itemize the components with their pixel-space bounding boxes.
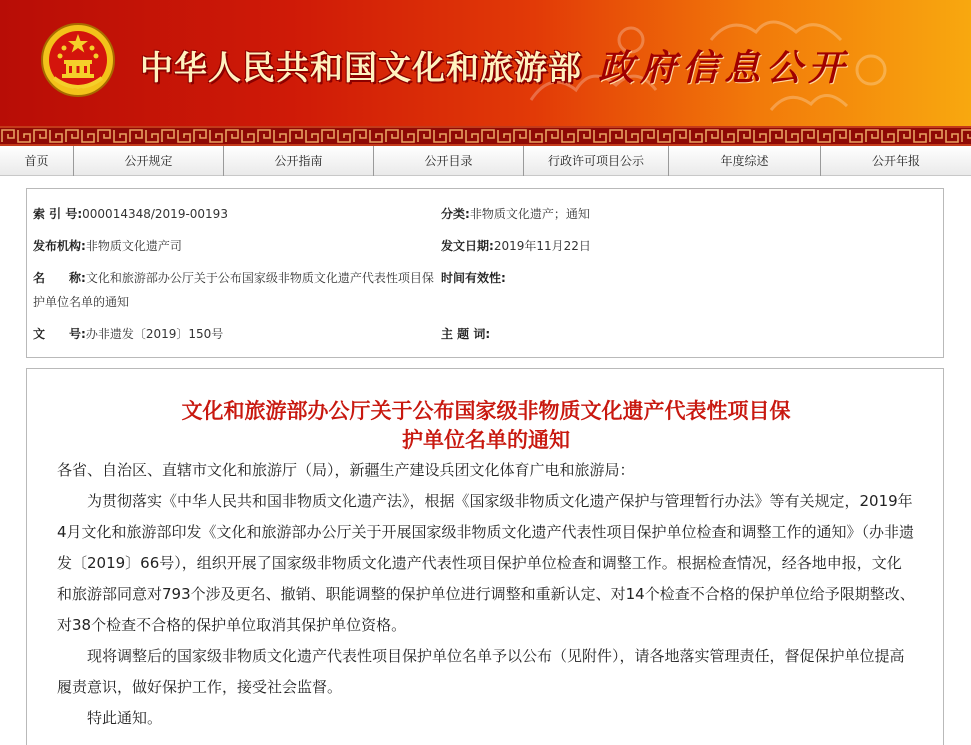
article-body <box>57 455 915 734</box>
article-paragraph: 现将调整后的国家级非物质文化遗产代表性项目保护单位名单予以公布（见附件），请各地落实管理责任，督促保护单位提高履责意识，做好保护工作，接受社会监督。 <box>57 647 905 696</box>
doc-name-label-char1: 名 <box>33 271 46 285</box>
subject-label: 主 题 词: <box>441 327 491 341</box>
issuer-row <box>33 234 182 258</box>
article-title-line1: 文化和旅游部办公厅关于公布国家级非物质文化遗产代表性项目保 <box>181 399 791 423</box>
subject-row <box>441 322 490 346</box>
article-panel <box>26 368 944 745</box>
issue-date-row <box>441 234 591 258</box>
fret-pattern-strip <box>0 126 971 146</box>
article-paragraph: 为贯彻落实《中华人民共和国非物质文化遗产法》，根据《国家级非物质文化遗产保护与管理暂行办法》等有关规定，2019年4月文化和旅游部印发《文化和旅游部办公厅关于开展国家级非物质文化遗产代表性项目保护单位检查和调整工作的通知》（办非遗发〔2019〕66号），组织开展了国家级非物质文化遗产代表性项目保护单位检查和调整工作。根据检查情况，经各地申报，文化和旅游部同意对793个涉及更名、撤销、职能调整的保护单位进行调整和重新认定、对14个检查不合格的保护单位给予限期整改、对38个检查不合格的保护单位取消其保护单位资格。 <box>57 492 915 634</box>
doc-name-label-char2: 称: <box>69 271 86 285</box>
doc-name-row <box>33 266 437 314</box>
issuer-label: 发布机构: <box>33 239 86 253</box>
issue-date-label: 发文日期: <box>441 239 494 253</box>
doc-name-value-line2: 护单位名单的通知 <box>33 295 130 309</box>
section-title: 政府信息公开 <box>598 47 851 89</box>
doc-number-row <box>33 322 223 346</box>
doc-name-value-line1: 文化和旅游部办公厅关于公布国家级非物质文化遗产代表性项目保 <box>85 271 434 285</box>
nav-item-annual-report[interactable]: 公开年报 <box>871 154 920 168</box>
document-info-box <box>26 188 944 358</box>
doc-number-label-char1: 文 <box>33 327 46 341</box>
nav-item-guide[interactable]: 公开指南 <box>224 146 374 176</box>
fret-pattern-decoration <box>0 128 971 144</box>
validity-row <box>441 266 506 290</box>
site-title: 中华人民共和国文化和旅游部 <box>140 48 582 87</box>
national-emblem-icon <box>40 22 116 98</box>
nav-item-annual-review[interactable]: 年度综述 <box>669 146 821 176</box>
issuer-value: 非物质文化遗产司 <box>85 239 182 253</box>
main-nav <box>0 146 971 176</box>
doc-number-label-char2: 号: <box>69 327 86 341</box>
nav-item-rules[interactable]: 公开规定 <box>74 146 224 176</box>
doc-number-value: 办非遗发〔2019〕150号 <box>85 327 224 341</box>
article-closing: 特此通知。 <box>87 709 163 727</box>
category-label: 分类: <box>441 207 470 221</box>
article-salutation: 各省、自治区、直辖市文化和旅游厅（局），新疆生产建设兵团文化体育广电和旅游局： <box>57 461 635 479</box>
nav-item-licensing[interactable]: 行政许可项目公示 <box>524 146 669 176</box>
category-value: 非物质文化遗产；通知 <box>469 207 590 221</box>
category-row <box>441 202 590 226</box>
article-title-line2: 护单位名单的通知 <box>402 428 570 452</box>
index-number-row <box>33 202 228 226</box>
nav-item-catalog[interactable]: 公开目录 <box>374 146 524 176</box>
article-title <box>27 397 945 455</box>
issue-date-value: 2019年11月22日 <box>493 239 591 253</box>
index-number-label: 索 引 号: <box>33 207 83 221</box>
header-banner <box>0 0 971 126</box>
index-number-value: 000014348/2019-00193 <box>82 207 228 221</box>
nav-item-home[interactable]: 首页 <box>0 146 74 176</box>
validity-label: 时间有效性: <box>441 271 506 285</box>
